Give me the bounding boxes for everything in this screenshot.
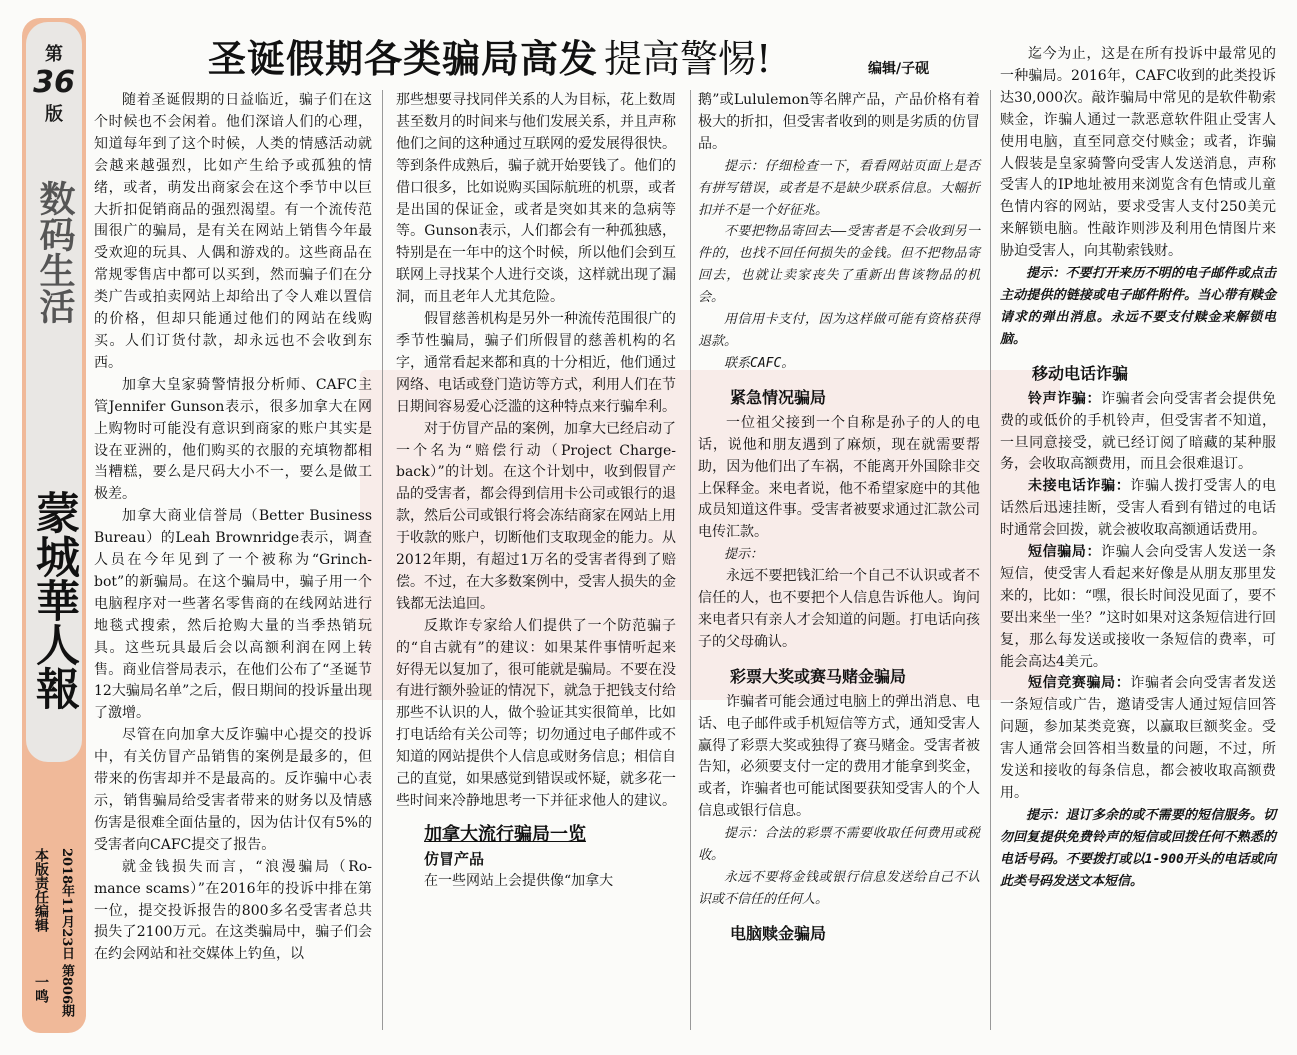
paragraph: 诈骗者可能会通过电脑上的弹出消息、电话、电子邮件或手机短信等方式，通知受害人赢得了彩票大奖或独得了赛马赌金。受害者被告知，必须要支付一定的费用才能拿到奖金，或者，诈骗者也可能试图要获知受害人的个人信息或银行信息。	[698, 693, 980, 820]
column-2	[396, 90, 676, 893]
tip-paragraph: 提示：仔细检查一下，看看网站页面上是否有拼写错误，或者是不是缺少联系信息。大幅折扣并不是一个好征兆。	[698, 158, 980, 218]
editor-credit: 编辑/子砚	[868, 61, 930, 77]
paragraph: 在一些网站上会提供像“加拿大	[424, 872, 614, 889]
section-heading: 彩票大奖或赛马赌金骗局	[730, 666, 907, 686]
tip-paragraph: 联系CAFC。	[724, 355, 795, 371]
sms-label: 短信骗局：	[1028, 544, 1102, 561]
paragraph: 反欺诈专家给人们提供了一个防范骗子的“自古就有”的建议：如果某件事情听起来好得无以复加了，很可能就是骗局。不要在没有进行额外验证的情况下，就急于把钱支付给那些不认识的人，做个验证其实很简单，比如打电话给有关公司等；切勿通过电子邮件或不知道的网站提供个人信息或财务信息；相信自己的直觉，如果感觉到错误或怀疑，就多花一些时间来冷静地思考一下并征求他人的建议。	[396, 617, 676, 809]
paragraph: 迄今为止，这是在所有投诉中最常见的一种骗局。2016年，CAFC收到的此类投诉达30,000次。敲诈骗局中常见的是软件勒索赎金，诈骗人通过一款恶意软件阻止受害人使用电脑，直至同意交付赎金；或者，诈骗人假装是皇家骑警向受害人发送消息，声称受害人的IP地址被用来浏览含有色情或儿童色情内容的网站，要求受害人支付250美元来解锁电脑。性敲诈则涉及利用色情图片来胁迫受害人，向其勒索钱财。	[1000, 46, 1276, 260]
tip-paragraph: 提示：合法的彩票不需要收取任何费用或税收。	[698, 826, 980, 864]
section-name: 数码生活	[34, 180, 75, 324]
paragraph: 那些想要寻找同伴关系的人为目标，花上数周甚至数月的时间来与他们发展关系，并且声称他们之间的这种通过互联网的爱发展得很快。等到条件成熟后，骗子就开始要钱了。他们的借口很多，比如说购买国际航班的机票，或者是出国的保证金，或者是突如其来的急病等等。Gunson表示，人们都会有一种孤独感，特别是在一年中的这个时候，所以他们会到互联网上寻找某个人进行交谈，这样就出现了漏洞，而且老年人尤其危险。	[396, 92, 676, 306]
contest-text: 诈骗者会向受害者发送一条短信或广告，邀请受害人通过短信回答问题，参加某类竞赛，以赢取巨额奖金。受害人通常会回答相当数量的问题，不过，所发送和接收的每条信息，都会被收取高额费用。	[1000, 675, 1276, 801]
paragraph	[1000, 389, 1276, 477]
column-3	[698, 90, 980, 949]
column-1	[94, 90, 372, 966]
paragraph	[1000, 476, 1276, 542]
paragraph: 永远不要把钱汇给一个自己不认识或者不信任的人，也不要把个人信息告诉他人。询问来电者只有亲人才会知道的问题。打电话向孩子的父母确认。	[698, 568, 980, 650]
tip-label: 提示：	[724, 547, 764, 563]
tip-paragraph: 提示：不要打开来历不明的电子邮件或点击主动提供的链接或电子邮件附件。当心带有赎金请求的弹出消息。永远不要支付赎金来解锁电脑。	[1000, 266, 1276, 347]
section-heading: 电脑赎金骗局	[730, 923, 827, 943]
column-rule	[382, 90, 383, 1030]
tip-paragraph: 提示：退订多余的或不需要的短信服务。切勿回复提供免费铃声的短信或回拨任何不熟悉的电话号码。不要拨打或以1-900开头的电话或向此类号码发送文本短信。	[1000, 807, 1276, 889]
tip-paragraph: 用信用卡支付，因为这样做可能有资格获得退款。	[698, 312, 980, 349]
paragraph: 尽管在向加拿大反诈骗中心提交的投诉中，有关仿冒产品销售的案例是最多的，但带来的伤害却并不是最高的。反诈骗中心表示，销售骗局给受害者带来的财务以及情感伤害是很难全面估量的，因为估计仅有5%的受害者向CAFC提交了报告。	[94, 727, 372, 853]
page-num: 36	[33, 65, 75, 100]
paragraph	[1000, 542, 1276, 673]
section-heading: 紧急情况骗局	[730, 387, 827, 407]
headline-bold: 圣诞假期各类骗局高发	[208, 37, 599, 81]
ringtone-text: 诈骗者会向受害者会提供免费的或低价的手机铃声，但受害者不知道，一旦同意接受，就已经订阅了暗藏的某种服务，会收取高额费用，而且会很难退订。	[1000, 390, 1276, 473]
page-number	[30, 40, 78, 126]
paragraph: 随着圣诞假期的日益临近，骗子们在这个时候也不会闲着。他们深谙人们的心理，知道每年到了这个时候，人类的情感活动就会越来越强烈，比如产生给予或孤独的情绪，或者，萌发出商家会在这个季节中以巨大折扣促销商品的强烈渴望。有一个流传范围很广的骗局，是有关在网站上销售今年最受欢迎的玩具、人偶和游戏的。这些商品在常规零售店中都可以买到，然而骗子们在分类广告或拍卖网站上却给出了令人难以置信的价格，但却只能通过他们的网站在线购买。人们订货付款，却永远也不会收到东西。	[94, 92, 372, 371]
page-suffix: 版	[45, 104, 63, 125]
paragraph	[1000, 673, 1276, 804]
footer-editor-label: 本版责任编辑	[33, 848, 49, 932]
contest-label: 短信竞赛骗局：	[1028, 675, 1131, 692]
footer-date: 2018年11月23日 第806期	[59, 848, 74, 1018]
sms-text: 诈骗人会向受害人发送一条短信，使受害人看起来好像是从朋友那里发来的，比如：“嘿，很长时间没见面了，要不要出来坐一坐？”这时如果对这条短信进行回复，那么每发送或接收一条短信的费率，可能会高达4美元。	[1000, 544, 1276, 670]
footer-editor-name: 一鸣	[33, 975, 49, 1003]
paragraph: 一位祖父接到一个自称是孙子的人的电话，说他和朋友遇到了麻烦，现在就需要帮助，因为他们出了车祸，不能离开外国除非交上保释金。来电者说，他不希望家庭中的其他成员知道这件事。受害者被要求通过汇款公司电传汇款。	[698, 414, 980, 541]
paragraph: 鹅”或Lululemon等名牌产品，产品价格有着极大的折扣，但受害者收到的则是劣质的仿冒品。	[698, 92, 980, 152]
subheading: 仿冒产品	[424, 849, 485, 868]
column-rule	[690, 90, 691, 1030]
column-4	[1000, 44, 1276, 893]
paragraph: 假冒慈善机构是另外一种流传范围很广的季节性骗局，骗子们所假冒的慈善机构的名字，通常看起来都和真的十分相近，他们通过网络、电话或登门造访等方式，利用人们在节日期间容易爱心泛滥的这种特点来行骗牟利。	[396, 311, 676, 415]
headline-light: 提高警惕!	[604, 37, 772, 81]
missed-call-text: 诈骗人拨打受害人的电话然后迅速挂断，受害人看到有错过的电话时通常会回拨，就会被收取高额通话费用。	[1000, 478, 1276, 539]
page-prefix: 第	[45, 44, 63, 65]
missed-call-label: 未接电话诈骗：	[1028, 478, 1131, 495]
tip-paragraph: 永远不要将金钱或银行信息发送给自己不认识或不信任的任何人。	[698, 870, 980, 907]
tip-paragraph: 不要把物品寄回去——受害者是不会收到另一件的，也找不回任何损失的金钱。但不把物品寄回去，也就让卖家丧失了重新出售该物品的机会。	[698, 224, 980, 306]
list-heading: 加拿大流行骗局一览	[424, 823, 586, 845]
paragraph: 对于仿冒产品的案例，加拿大已经启动了一个名为“赔偿行动（Project Charge-back）”的计划。在这个计划中，收到假冒产品的受害者，都会得到信用卡公司或银行的退款，然后公司或银行将会冻结商家在网站上用于收款的账户，切断他们支取现金的能力。从2012年期，有超过1万名的受害者得到了赔偿。不过，在大多数案例中，受害人损失的金钱都无法追回。	[396, 420, 676, 612]
ringtone-label: 铃声诈骗：	[1028, 390, 1102, 407]
newspaper-name: 蒙城華人報	[28, 490, 79, 710]
section-heading: 移动电话诈骗	[1032, 363, 1129, 383]
paragraph: 加拿大商业信誉局（Better Business Bureau）的Leah Brownridge表示，调查人员在今年见到了一个被称为“Grinch-bot”的新骗局。在这个骗局中，骗子用一个电脑程序对一些著名零售商的在线网站进行地毯式搜索，然后抢购大量的当季热销玩具。这些玩具最后会以高额利润在网上转售。商业信誉局表示，在他们公布了“圣诞节12大骗局名单”之后，假日期间的投诉量出现了激增。	[94, 508, 372, 722]
paragraph: 加拿大皇家骑警情报分析师、CAFC主管Jennifer Gunson表示，很多加拿大在网上购物时可能没有意识到商家的账户其实是设在亚洲的，他们购买的衣服的充填物都相当糟糕，要么是尺码大小不一，要么是做工极差。	[94, 376, 372, 503]
column-rule	[990, 90, 991, 1030]
paragraph: 就金钱损失而言，“浪漫骗局（Ro-mance scams）”在2016年的投诉中排在第一位，提交投诉报告的800多名受害者总共损失了2100万元。在这类骗局中，骗子们会在约会网站和社交媒体上钓鱼，以	[94, 858, 372, 963]
